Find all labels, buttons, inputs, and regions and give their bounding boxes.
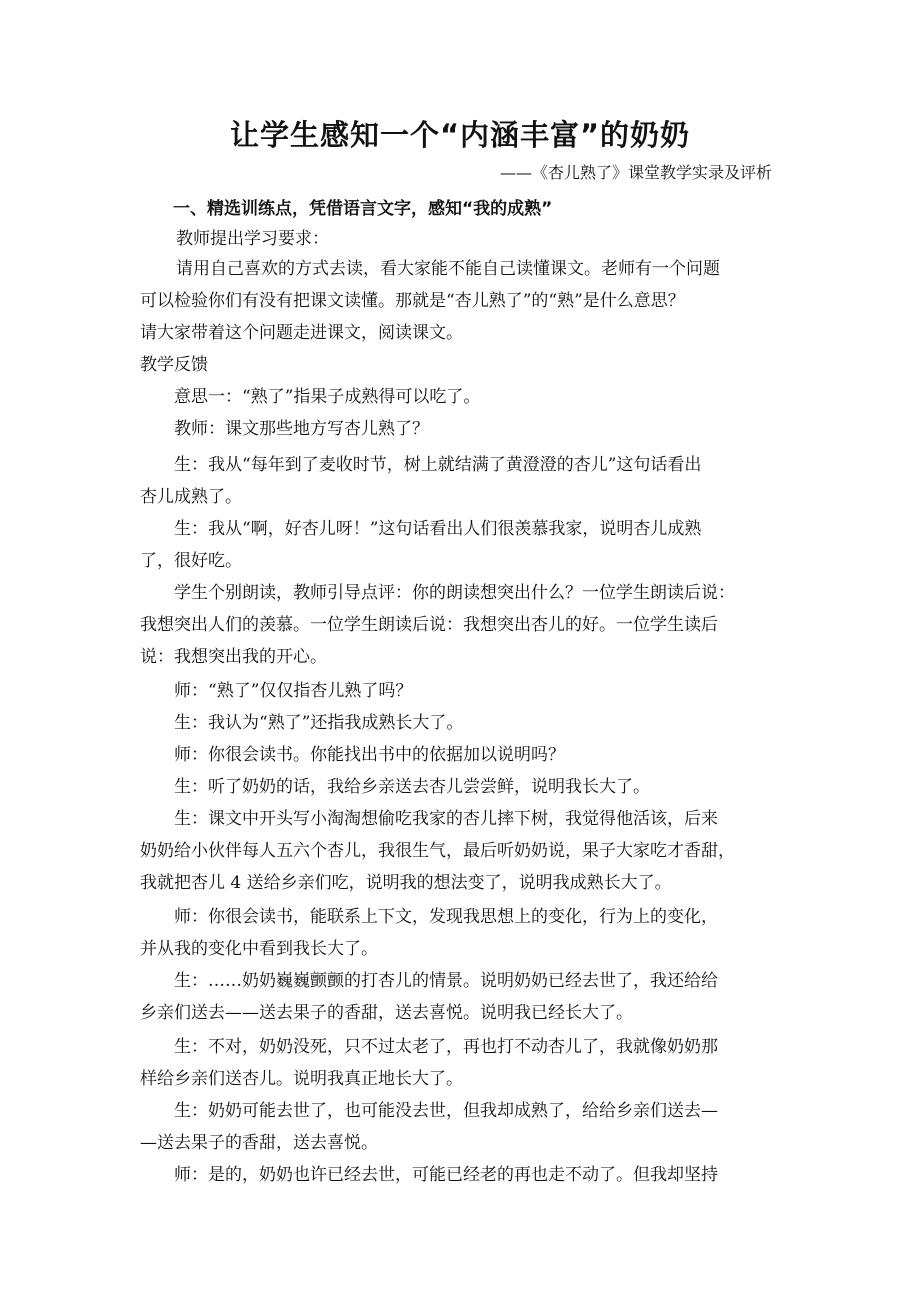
section-heading: 一、精选训练点，凭借语言文字，感知“我的成熟” [173, 199, 553, 219]
text-line: 生：我认为“熟了”还指我成熟长大了。 [174, 713, 464, 733]
text-line: 样给乡亲们送杏儿。说明我真正地长大了。 [140, 1069, 463, 1089]
text-line: 我想突出人们的羡慕。一位学生朗读后说：我想突出杏儿的好。一位学生读后 [140, 615, 718, 635]
text-line: 奶奶给小伙伴每人五六个杏儿，我很生气，最后听奶奶说，果子大家吃才香甜， [140, 841, 735, 861]
page-title: 让学生感知一个“内涵丰富”的奶奶 [229, 118, 691, 152]
text-line: 师：“熟了”仅仅指杏儿熟了吗？ [174, 681, 413, 701]
page-subtitle: ——《杏儿熟了》课堂教学实录及评析 [499, 163, 772, 182]
text-line: 教师提出学习要求： [176, 229, 329, 249]
text-line: 生：奶奶可能去世了，也可能没去世，但我却成熟了，给给乡亲们送去— [174, 1101, 718, 1121]
text-line: 请大家带着这个问题走进课文，阅读课文。 [140, 323, 463, 343]
text-line: 说：我想突出我的开心。 [140, 647, 327, 667]
text-line: —送去果子的香甜，送去喜悦。 [140, 1133, 378, 1153]
text-line: 生：听了奶奶的话，我给乡亲送去杏儿尝尝鲜，说明我长大了。 [174, 777, 650, 797]
text-line: 意思一：“熟了”指果子成熟得可以吃了。 [174, 387, 481, 407]
text-line: 了，很好吃。 [140, 551, 242, 571]
text-line: 我就把杏儿 4 送给乡亲们吃，说明我的想法变了，说明我成熟长大了。 [140, 873, 672, 893]
text-line: 请用自己喜欢的方式去读，看大家能不能自己读懂课文。老师有一个问题 [176, 259, 720, 279]
text-line: 学生个别朗读，教师引导点评：你的朗读想突出什么？一位学生朗读后说： [174, 583, 735, 603]
text-line: 师：你很会读书。你能找出书中的依据加以说明吗？ [174, 745, 565, 765]
text-line: 可以检验你们有没有把课文读懂。那就是“杏儿熟了”的“熟”是什么意思？ [140, 291, 685, 311]
text-line: 教师：课文那些地方写杏儿熟了？ [174, 419, 429, 439]
text-line: 师：是的，奶奶也许已经去世，可能已经老的再也走不动了。但我却坚持 [174, 1165, 718, 1185]
text-line: 并从我的变化中看到我长大了。 [140, 939, 378, 959]
text-line: 师：你很会读书，能联系上下文，发现我思想上的变化，行为上的变化， [174, 907, 718, 927]
text-line: 生：不对，奶奶没死，只不过太老了，再也打不动杏儿了，我就像奶奶那 [174, 1037, 718, 1057]
text-line: 生：课文中开头写小淘淘想偷吃我家的杏儿摔下树，我觉得他活该，后来 [174, 809, 718, 829]
text-line: 教学反馈 [140, 355, 208, 375]
text-line: 杏儿成熟了。 [140, 487, 242, 507]
text-line: 生：我从“每年到了麦收时节，树上就结满了黄澄澄的杏儿”这句话看出 [174, 455, 702, 475]
text-line: 生：……奶奶巍巍颤颤的打杏儿的情景。说明奶奶已经去世了，我还给给 [174, 971, 718, 991]
text-line: 生：我从“啊，好杏儿呀！”这句话看出人们很羡慕我家，说明杏儿成熟 [174, 519, 702, 539]
text-line: 乡亲们送去——送去果子的香甜，送去喜悦。说明我已经长大了。 [140, 1003, 633, 1023]
